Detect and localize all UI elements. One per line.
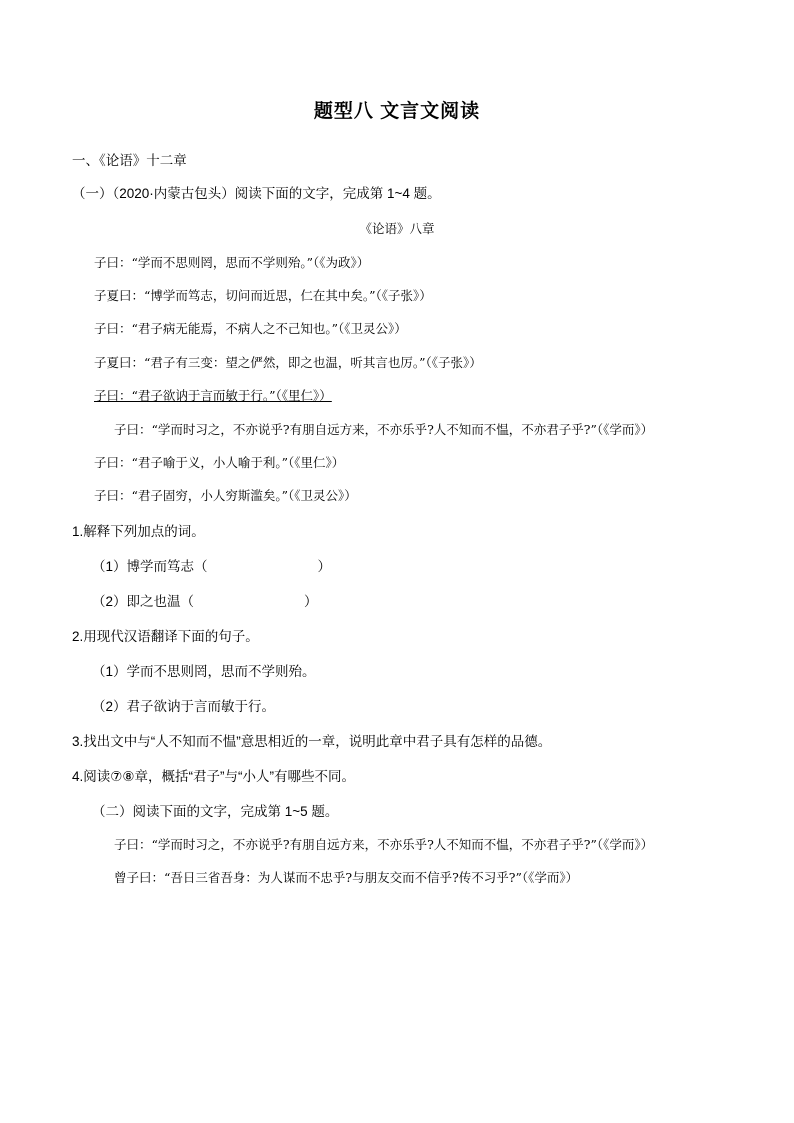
part-two-intro: （二）阅读下面的文字，完成第 1~5 题。 bbox=[92, 803, 339, 819]
question-2-sub-2 bbox=[72, 695, 722, 715]
question-1 bbox=[72, 520, 722, 540]
part-two-line-2: 曾子曰：“吾日三省吾身：为人谋而不忠乎?与朋友交而不信乎?传不习乎?”（《学而》） bbox=[114, 870, 579, 885]
question-1-sub-1-num: （1） bbox=[92, 558, 127, 574]
question-2-sub-2-num: （2） bbox=[92, 698, 127, 714]
analects-line-6: 子曰：“学而时习之，不亦说乎?有朋自远方来，不亦乐乎?人不知而不愠，不亦君子乎?”（《学而》） bbox=[114, 421, 654, 437]
analects-line-5 bbox=[72, 386, 722, 405]
question-2-text: 用现代汉语翻译下面的句子。 bbox=[83, 628, 259, 644]
section-heading: 一、《论语》十二章 bbox=[72, 153, 187, 168]
question-1-text: 解释下列加点的词。 bbox=[83, 523, 205, 539]
question-2-sub-1-text: 学而不思则罔，思而不学则殆。 bbox=[126, 663, 316, 679]
question-3-text: 找出文中与“人不知而不愠”意思相近的一章，说明此章中君子具有怎样的品德。 bbox=[83, 733, 552, 749]
analects-line-3: 子曰：“君子病无能焉，不病人之不己知也。”（《卫灵公》） bbox=[94, 321, 407, 337]
question-4 bbox=[72, 765, 722, 785]
question-2-sub-1-num: （1） bbox=[92, 663, 127, 679]
question-1-sub-2-num: （2） bbox=[92, 593, 127, 609]
analects-line-2: 子夏曰：“博学而笃志，切问而近思，仁在其中矣。”（《子张》） bbox=[94, 288, 432, 303]
question-4-num: 4. bbox=[72, 768, 84, 784]
analects-line-1: 子曰：“学而不思则罔，思而不学则殆。”（《为政》） bbox=[94, 254, 370, 270]
question-2-sub-2-text: 君子欲讷于言而敏于行。 bbox=[126, 698, 276, 714]
question-2-num: 2. bbox=[72, 628, 84, 644]
question-1-sub-2-text: 即之也温（ bbox=[126, 593, 195, 609]
analects-line-4: 子夏曰：“君子有三变：望之俨然，即之也温，听其言也厉。”（《子张》） bbox=[94, 354, 482, 370]
question-1-num: 1. bbox=[72, 523, 84, 539]
passage-title: 《论语》八章 bbox=[359, 221, 435, 237]
question-4-text: 阅读⑦⑧章，概括“君子”与“小人”有哪些不同。 bbox=[83, 768, 355, 784]
question-3 bbox=[72, 730, 722, 750]
question-1-sub-1-text: 博学而笃志（ bbox=[126, 558, 208, 574]
question-2 bbox=[72, 625, 722, 645]
question-1-sub-2 bbox=[72, 590, 722, 610]
question-1-sub-2-close: ） bbox=[304, 593, 318, 609]
question-3-num: 3. bbox=[72, 733, 84, 749]
question-2-sub-1 bbox=[72, 660, 722, 680]
question-1-sub-1-close: ） bbox=[317, 558, 332, 574]
part-one-intro: （一）（2020·内蒙古包头）阅读下面的文字，完成第 1~4 题。 bbox=[72, 186, 441, 201]
analects-line-5-text: 子曰：“君子欲讷于言而敏于行。”（《里仁》） bbox=[94, 388, 332, 404]
analects-line-8: 子曰：“君子固穷，小人穷斯滥矣。”（《卫灵公》） bbox=[94, 488, 357, 504]
question-1-sub-1 bbox=[72, 555, 722, 575]
page-title: 题型八 文言文阅读 bbox=[313, 101, 481, 122]
analects-line-7: 子曰：“君子喻于义，小人喻于利。”（《里仁》） bbox=[94, 454, 345, 470]
part-two-line-1: 子曰：“学而时习之，不亦说乎?有朋自远方来，不亦乐乎?人不知而不愠，不亦君子乎?”（《学而》） bbox=[114, 836, 654, 852]
